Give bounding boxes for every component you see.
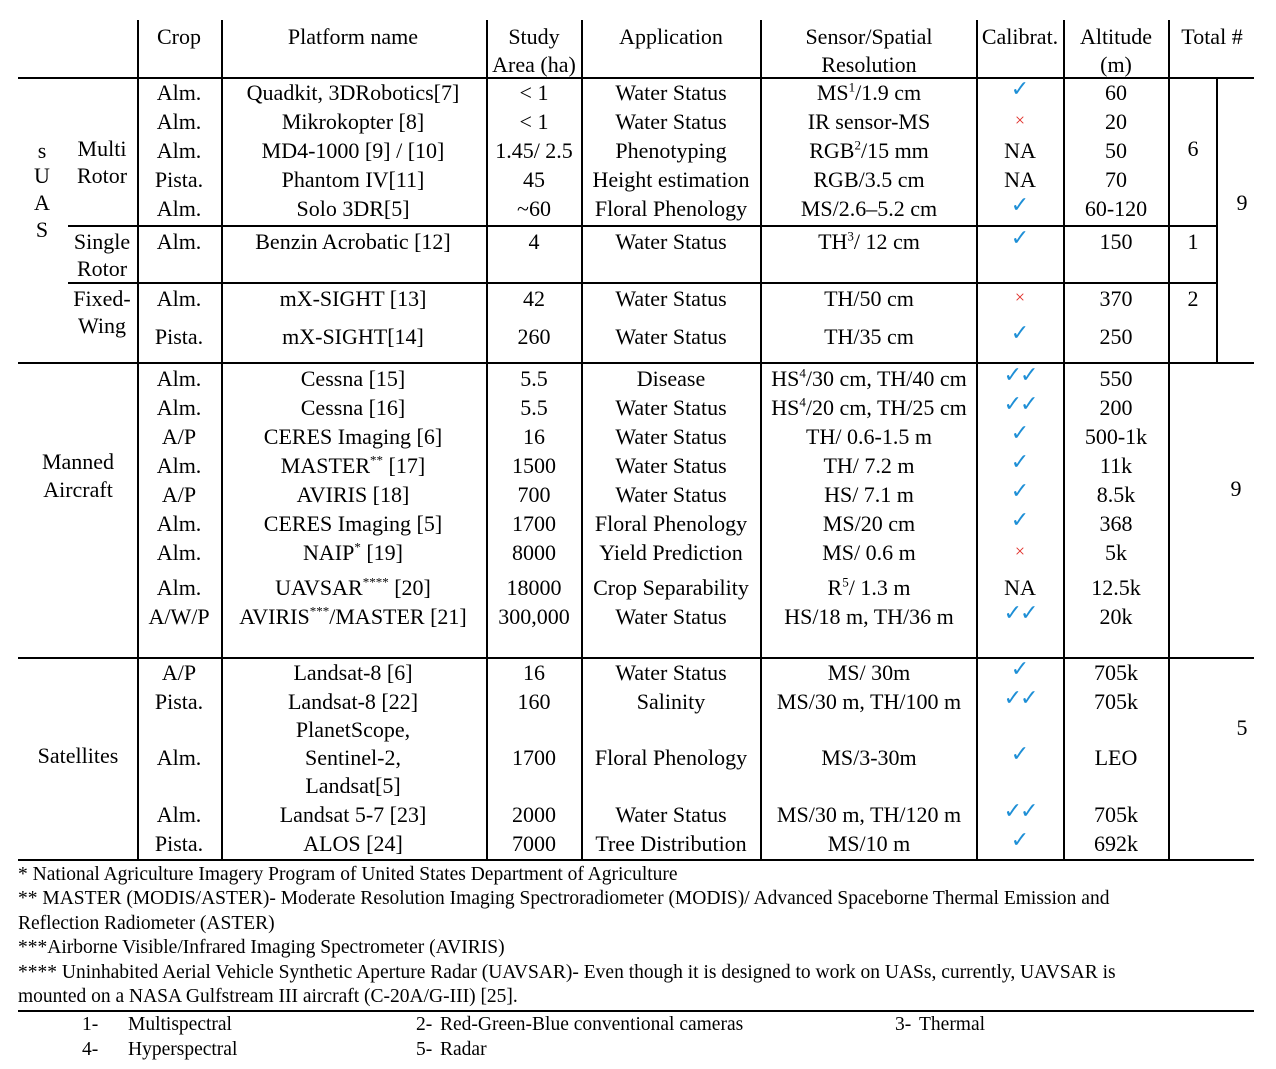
- group-suas-letter: U: [34, 163, 50, 188]
- calibration-cross-icon: ×: [1014, 110, 1026, 130]
- group-satellites: Satellites: [37, 743, 119, 768]
- cell-crop: Pista.: [154, 831, 204, 856]
- cell-application: Floral Phenology: [594, 511, 748, 536]
- cell-crop: Alm.: [156, 745, 202, 770]
- col-line-area: [486, 20, 488, 860]
- cell-application: Floral Phenology: [594, 745, 748, 770]
- cell-area: 4: [528, 229, 540, 254]
- cell-application: Water Status: [615, 109, 727, 134]
- cell-altitude: 12.5k: [1091, 575, 1141, 600]
- header-crop: Crop: [157, 24, 201, 49]
- sensor-type: HS: [771, 366, 800, 391]
- cell-area: 45: [523, 167, 545, 192]
- legend-num: 1-: [82, 1014, 99, 1035]
- cell-calibration: NA: [1004, 138, 1036, 163]
- cell-application: Yield Prediction: [599, 540, 743, 565]
- header-platform: Platform name: [287, 24, 419, 49]
- cell-altitude: 20k: [1099, 604, 1133, 629]
- cell-platform: [301, 395, 405, 421]
- cell-area: 2000: [512, 802, 556, 827]
- cell-application: Salinity: [636, 689, 706, 714]
- group-single-rotor: Rotor: [76, 256, 128, 281]
- platform-name: Landsat-8 [6]: [293, 660, 413, 685]
- platform-name: Quadkit, 3DRobotics[7]: [246, 80, 460, 105]
- platform-footnote-mark: **: [370, 452, 384, 468]
- cell-platform: [282, 109, 424, 135]
- cell-platform: [303, 831, 403, 857]
- cell-sensor: [822, 540, 916, 566]
- cell-crop: Alm.: [156, 109, 202, 134]
- rule-table-bottom: [18, 859, 1254, 861]
- calibration-check-icon: ✓: [1010, 225, 1030, 250]
- cell-crop: Alm.: [156, 802, 202, 827]
- sensor-footnote-mark: 2: [854, 137, 861, 153]
- cell-application: Water Status: [615, 286, 727, 311]
- cell-crop: Alm.: [156, 138, 202, 163]
- calibration-check-icon: ✓: [1010, 827, 1030, 852]
- cell-crop: Alm.: [156, 80, 202, 105]
- cell-application: Crop Separability: [593, 575, 749, 600]
- sensor-type: MS/ 30m: [827, 660, 911, 685]
- sensor-type: MS: [816, 80, 849, 105]
- cell-sensor: [823, 453, 914, 479]
- cell-altitude: 70: [1105, 167, 1127, 192]
- cell-altitude: 370: [1099, 286, 1133, 311]
- cell-area: < 1: [519, 109, 549, 134]
- platform-name: Solo 3DR[5]: [296, 196, 410, 221]
- cell-crop: Alm.: [156, 575, 202, 600]
- cell-crop: Alm.: [156, 395, 202, 420]
- col-line-suas-total: [1216, 78, 1218, 363]
- platform-name: Benzin Acrobatic [12]: [255, 229, 451, 254]
- cell-crop: Alm.: [156, 366, 202, 391]
- platform-reference: [17]: [383, 453, 426, 478]
- col-line-altitude: [1063, 20, 1065, 860]
- sensor-resolution: / 12 cm: [853, 229, 920, 254]
- sensor-resolution: /20 cm, TH/25 cm: [805, 395, 967, 420]
- header-altitude-1: Altitude: [1079, 24, 1153, 49]
- cell-area: 300,000: [498, 604, 570, 629]
- cell-area: ~60: [517, 196, 551, 221]
- sensor-type: RGB/3.5 cm: [813, 167, 925, 192]
- sensor-footnote-mark: 1: [848, 79, 856, 95]
- cell-application: Water Status: [615, 395, 727, 420]
- cell-crop: Pista.: [154, 689, 204, 714]
- calibration-check-icon: ✓: [1010, 192, 1030, 217]
- sensor-type: TH: [818, 229, 848, 254]
- cell-platform: PlanetScope,: [295, 717, 411, 742]
- cell-crop: A/W/P: [148, 604, 210, 629]
- platform-name: ALOS [24]: [303, 831, 403, 856]
- total-multi-rotor: 6: [1187, 136, 1199, 161]
- cell-crop: Pista.: [154, 324, 204, 349]
- legend-num: 5-: [416, 1039, 433, 1060]
- platform-name: mX-SIGHT [13]: [279, 286, 427, 311]
- total-manned: 9: [1230, 476, 1242, 501]
- sensor-type: TH/ 7.2 m: [823, 453, 915, 478]
- cell-platform: [255, 229, 451, 255]
- group-fixed-wing: Fixed-: [73, 286, 131, 311]
- sensor-type: MS/30 m, TH/100 m: [776, 689, 962, 714]
- sensor-type: HS/ 7.1 m: [824, 482, 914, 507]
- group-suas-letter: S: [35, 217, 49, 242]
- header-total: Total #: [1181, 24, 1243, 49]
- platform-name: UAVSAR: [275, 575, 363, 600]
- cell-altitude: LEO: [1094, 745, 1138, 770]
- cell-application: Water Status: [615, 453, 727, 478]
- group-manned: Aircraft: [43, 477, 113, 502]
- cell-sensor: [771, 366, 967, 392]
- cell-platform: [303, 540, 403, 566]
- header-application: Application: [619, 24, 723, 49]
- cell-platform: [264, 511, 442, 537]
- total-single-rotor: 1: [1187, 229, 1199, 254]
- cell-area: 1500: [512, 453, 556, 478]
- cell-sensor: [808, 109, 930, 135]
- cell-platform: [239, 604, 467, 630]
- sensor-footnote-mark: 5: [842, 574, 849, 590]
- calibration-check-icon: ✓: [1010, 741, 1030, 766]
- cell-crop: Alm.: [156, 286, 202, 311]
- col-line-platform: [221, 20, 223, 860]
- header-sensor-2: Resolution: [821, 52, 917, 77]
- cell-platform: [262, 138, 445, 164]
- group-multi-rotor: Rotor: [76, 163, 128, 188]
- cell-application: Floral Phenology: [594, 196, 748, 221]
- sensor-type: TH/35 cm: [824, 324, 914, 349]
- cell-application: Water Status: [615, 80, 727, 105]
- cell-altitude: 705k: [1094, 802, 1138, 827]
- cell-application: Disease: [636, 366, 706, 391]
- cell-platform: [264, 424, 442, 450]
- cell-area: 160: [517, 689, 551, 714]
- cell-platform: [282, 324, 424, 350]
- sensor-type: MS/30 m, TH/120 m: [776, 802, 962, 827]
- platform-reference: [19]: [360, 540, 403, 565]
- cell-application: Water Status: [615, 424, 727, 449]
- cell-area: < 1: [519, 80, 549, 105]
- rule-single-rotor-top: [68, 225, 1218, 227]
- cell-platform: [247, 80, 460, 106]
- platform-name: Mikrokopter [8]: [281, 109, 425, 134]
- footnote: Reflection Radiometer (ASTER): [18, 913, 275, 934]
- cell-sensor: [823, 511, 915, 537]
- cell-platform: [275, 575, 431, 601]
- cell-altitude: 692k: [1094, 831, 1138, 856]
- cell-area: 700: [517, 482, 551, 507]
- cell-area: 42: [523, 286, 545, 311]
- platform-name: MD4-1000 [9] / [10]: [261, 138, 445, 163]
- col-line-sensor: [760, 20, 762, 860]
- cell-area: 18000: [506, 575, 562, 600]
- cell-platform: [293, 660, 412, 686]
- cell-sensor: [771, 395, 967, 421]
- cell-application: Water Status: [615, 660, 727, 685]
- legend-label: Thermal: [919, 1014, 986, 1035]
- col-line-total: [1168, 20, 1170, 860]
- sensor-footnote-mark: 4: [799, 365, 806, 381]
- platform-name: Phantom IV[11]: [281, 167, 425, 192]
- cell-platform: Sentinel-2,: [305, 745, 401, 770]
- calibration-check-icon: ✓✓: [1003, 685, 1037, 710]
- cell-altitude: 250: [1099, 324, 1133, 349]
- cell-application: Water Status: [615, 482, 727, 507]
- sensor-footnote-mark: 3: [847, 228, 854, 244]
- sensor-type: MS/3-30m: [821, 745, 917, 770]
- cell-area: 260: [517, 324, 551, 349]
- cell-sensor: [817, 80, 921, 106]
- cell-sensor: [824, 324, 914, 350]
- cell-altitude: 500-1k: [1084, 424, 1148, 449]
- cell-area: 1700: [512, 745, 556, 770]
- group-single-rotor: Single: [73, 229, 131, 254]
- cell-crop: Alm.: [156, 511, 202, 536]
- group-suas-letter: A: [34, 190, 50, 215]
- platform-name: Cessna [15]: [300, 366, 406, 391]
- calibration-cross-icon: ×: [1014, 541, 1026, 561]
- sensor-type: MS/ 0.6 m: [822, 540, 916, 565]
- cell-calibration: NA: [1004, 575, 1036, 600]
- cell-crop: Alm.: [156, 540, 202, 565]
- cell-altitude: 150: [1099, 229, 1133, 254]
- rule-satellites-top: [18, 657, 1254, 659]
- cell-sensor: [813, 167, 924, 193]
- col-line-calibration: [976, 20, 978, 860]
- cell-crop: A/P: [161, 482, 197, 507]
- cell-platform: [280, 286, 427, 312]
- cell-platform: [301, 366, 405, 392]
- calibration-check-icon: ✓: [1010, 478, 1030, 503]
- cell-sensor: [818, 229, 920, 255]
- platform-footnote-mark: ****: [362, 574, 389, 590]
- platform-name: Landsat 5-7 [23]: [279, 802, 427, 827]
- sensor-type: RGB: [809, 138, 855, 163]
- group-multi-rotor: Multi: [77, 136, 127, 161]
- platform-name: NAIP: [303, 540, 355, 565]
- sensor-resolution: / 1.3 m: [848, 575, 911, 600]
- calibration-check-icon: ✓✓: [1003, 798, 1037, 823]
- sensor-resolution: /30 cm, TH/40 cm: [805, 366, 967, 391]
- cell-sensor: [777, 802, 961, 828]
- sensor-resolution: /1.9 cm: [855, 80, 922, 105]
- cell-altitude: 200: [1099, 395, 1133, 420]
- cell-application: Water Status: [615, 604, 727, 629]
- header-sensor-1: Sensor/Spatial: [805, 24, 933, 49]
- cell-altitude: 368: [1099, 511, 1133, 536]
- header-study-area-1: Study: [508, 24, 560, 49]
- calibration-check-icon: ✓: [1010, 76, 1030, 101]
- legend-label: Hyperspectral: [128, 1039, 238, 1060]
- cell-area: 1700: [512, 511, 556, 536]
- rule-fixed-wing-top: [68, 282, 1218, 284]
- platform-name: CERES Imaging [5]: [263, 511, 443, 536]
- footnote: * National Agriculture Imagery Program of United States Department of Agriculture: [18, 864, 678, 885]
- total-fixed-wing: 2: [1187, 286, 1199, 311]
- cell-application: Water Status: [615, 802, 727, 827]
- total-suas: 9: [1236, 190, 1248, 215]
- col-line-application: [581, 20, 583, 860]
- cell-altitude: 50: [1105, 138, 1127, 163]
- footnote: **** Uninhabited Aerial Vehicle Synthetic Aperture Radar (UAVSAR)- Even though it is designed to work on UASs, currently, UAVSAR is: [18, 962, 1116, 983]
- legend-label: Red-Green-Blue conventional cameras: [440, 1014, 744, 1035]
- cell-area: 5.5: [520, 366, 548, 391]
- platform-name: CERES Imaging [6]: [263, 424, 443, 449]
- cell-crop: A/P: [161, 424, 197, 449]
- calibration-cross-icon: ×: [1014, 287, 1026, 307]
- cell-platform: [280, 802, 427, 828]
- calibration-check-icon: ✓: [1010, 507, 1030, 532]
- legend-num: 4-: [82, 1039, 99, 1060]
- legend-label: Multispectral: [128, 1014, 232, 1035]
- sensor-type: IR sensor-MS: [807, 109, 931, 134]
- platform-name: MASTER: [280, 453, 371, 478]
- cell-altitude: 60-120: [1084, 196, 1148, 221]
- cell-crop: Alm.: [156, 196, 202, 221]
- cell-area: 1.45/ 2.5: [495, 138, 573, 163]
- cell-sensor: [828, 575, 911, 601]
- rule-footnotes-bottom: [18, 1010, 1254, 1012]
- legend-label: Radar: [440, 1039, 487, 1060]
- sensor-footnote-mark: 4: [799, 394, 806, 410]
- cell-platform: [288, 689, 418, 715]
- footnote: ** MASTER (MODIS/ASTER)- Moderate Resolution Imaging Spectroradiometer (MODIS)/ Advanced Spaceborne Thermal Emission and: [18, 888, 1110, 909]
- cell-application: Water Status: [615, 324, 727, 349]
- platform-footnote-mark: ***: [309, 603, 330, 619]
- platform-name: Landsat-8 [22]: [287, 689, 419, 714]
- sensor-type: MS/20 cm: [822, 511, 916, 536]
- group-fixed-wing: Wing: [78, 313, 126, 338]
- cell-altitude: 11k: [1099, 453, 1133, 478]
- legend-num: 3-: [895, 1014, 912, 1035]
- cell-sensor: [806, 424, 932, 450]
- cell-crop: Pista.: [154, 167, 204, 192]
- sensor-type: MS/10 m: [827, 831, 911, 856]
- cell-platform: [296, 196, 409, 222]
- cell-sensor: [801, 196, 937, 222]
- cell-application: Tree Distribution: [595, 831, 747, 856]
- footnote: mounted on a NASA Gulfstream III aircraft (C-20A/G-III) [25].: [18, 986, 518, 1007]
- cell-area: 8000: [512, 540, 556, 565]
- cell-platform: [281, 453, 425, 479]
- cell-sensor: [777, 689, 961, 715]
- footnote: ***Airborne Visible/Infrared Imaging Spectrometer (AVIRIS): [18, 937, 505, 958]
- rule-top: [18, 77, 1254, 79]
- cell-altitude: 60: [1105, 80, 1127, 105]
- cell-area: 16: [523, 424, 545, 449]
- cell-sensor: [784, 604, 954, 630]
- sensor-type: TH/ 0.6-1.5 m: [806, 424, 932, 449]
- sensor-type: MS/2.6–5.2 cm: [800, 196, 938, 221]
- cell-altitude: 705k: [1094, 660, 1138, 685]
- calibration-check-icon: ✓: [1010, 449, 1030, 474]
- calibration-check-icon: ✓: [1010, 656, 1030, 681]
- rule-manned-top: [18, 362, 1254, 364]
- header-study-area-2: Area (ha): [492, 52, 576, 77]
- header-altitude-2: (m): [1100, 52, 1132, 77]
- cell-crop: A/P: [161, 660, 197, 685]
- cell-crop: Alm.: [156, 229, 202, 254]
- cell-altitude: 8.5k: [1096, 482, 1136, 507]
- calibration-check-icon: ✓✓: [1003, 600, 1037, 625]
- platform-name: Cessna [16]: [300, 395, 406, 420]
- calibration-check-icon: ✓: [1010, 320, 1030, 345]
- platform-footnote-mark: *: [354, 539, 361, 555]
- cell-crop: Alm.: [156, 453, 202, 478]
- cell-altitude: 705k: [1094, 689, 1138, 714]
- cell-area: 16: [523, 660, 545, 685]
- cell-platform: Landsat[5]: [305, 773, 401, 798]
- cell-platform: [282, 167, 425, 193]
- sensor-resolution: /15 mm: [860, 138, 929, 163]
- cell-application: Water Status: [615, 229, 727, 254]
- cell-sensor: [824, 482, 914, 508]
- col-line-crop: [137, 20, 139, 860]
- total-satellites: 5: [1236, 715, 1248, 740]
- calibration-check-icon: ✓✓: [1003, 391, 1037, 416]
- cell-altitude: 5k: [1105, 540, 1127, 565]
- group-manned: Manned: [41, 449, 115, 474]
- platform-reference: /MASTER [21]: [329, 604, 467, 629]
- cell-altitude: 550: [1099, 366, 1133, 391]
- cell-area: 7000: [512, 831, 556, 856]
- sensor-type: R: [827, 575, 843, 600]
- calibration-check-icon: ✓✓: [1003, 362, 1037, 387]
- cell-sensor: [809, 138, 929, 164]
- platform-name: mX-SIGHT[14]: [282, 324, 424, 349]
- cell-application: Phenotyping: [615, 138, 727, 163]
- cell-platform: [297, 482, 410, 508]
- group-suas-letter: s: [37, 138, 47, 163]
- calibration-check-icon: ✓: [1010, 420, 1030, 445]
- cell-calibration: NA: [1004, 167, 1036, 192]
- platform-reference: [20]: [388, 575, 431, 600]
- sensor-type: HS/18 m, TH/36 m: [784, 604, 954, 629]
- cell-sensor: [828, 831, 911, 857]
- cell-sensor: [821, 745, 916, 771]
- platform-name: AVIRIS: [239, 604, 310, 629]
- cell-altitude: 20: [1105, 109, 1127, 134]
- legend-num: 2-: [416, 1014, 433, 1035]
- sensor-type: TH/50 cm: [824, 286, 914, 311]
- cell-application: Height estimation: [592, 167, 750, 192]
- cell-sensor: [828, 660, 911, 686]
- sensor-type: HS: [771, 395, 800, 420]
- cell-sensor: [824, 286, 914, 312]
- header-calibration: Calibrat.: [981, 24, 1059, 49]
- platform-name: AVIRIS [18]: [296, 482, 410, 507]
- cell-area: 5.5: [520, 395, 548, 420]
